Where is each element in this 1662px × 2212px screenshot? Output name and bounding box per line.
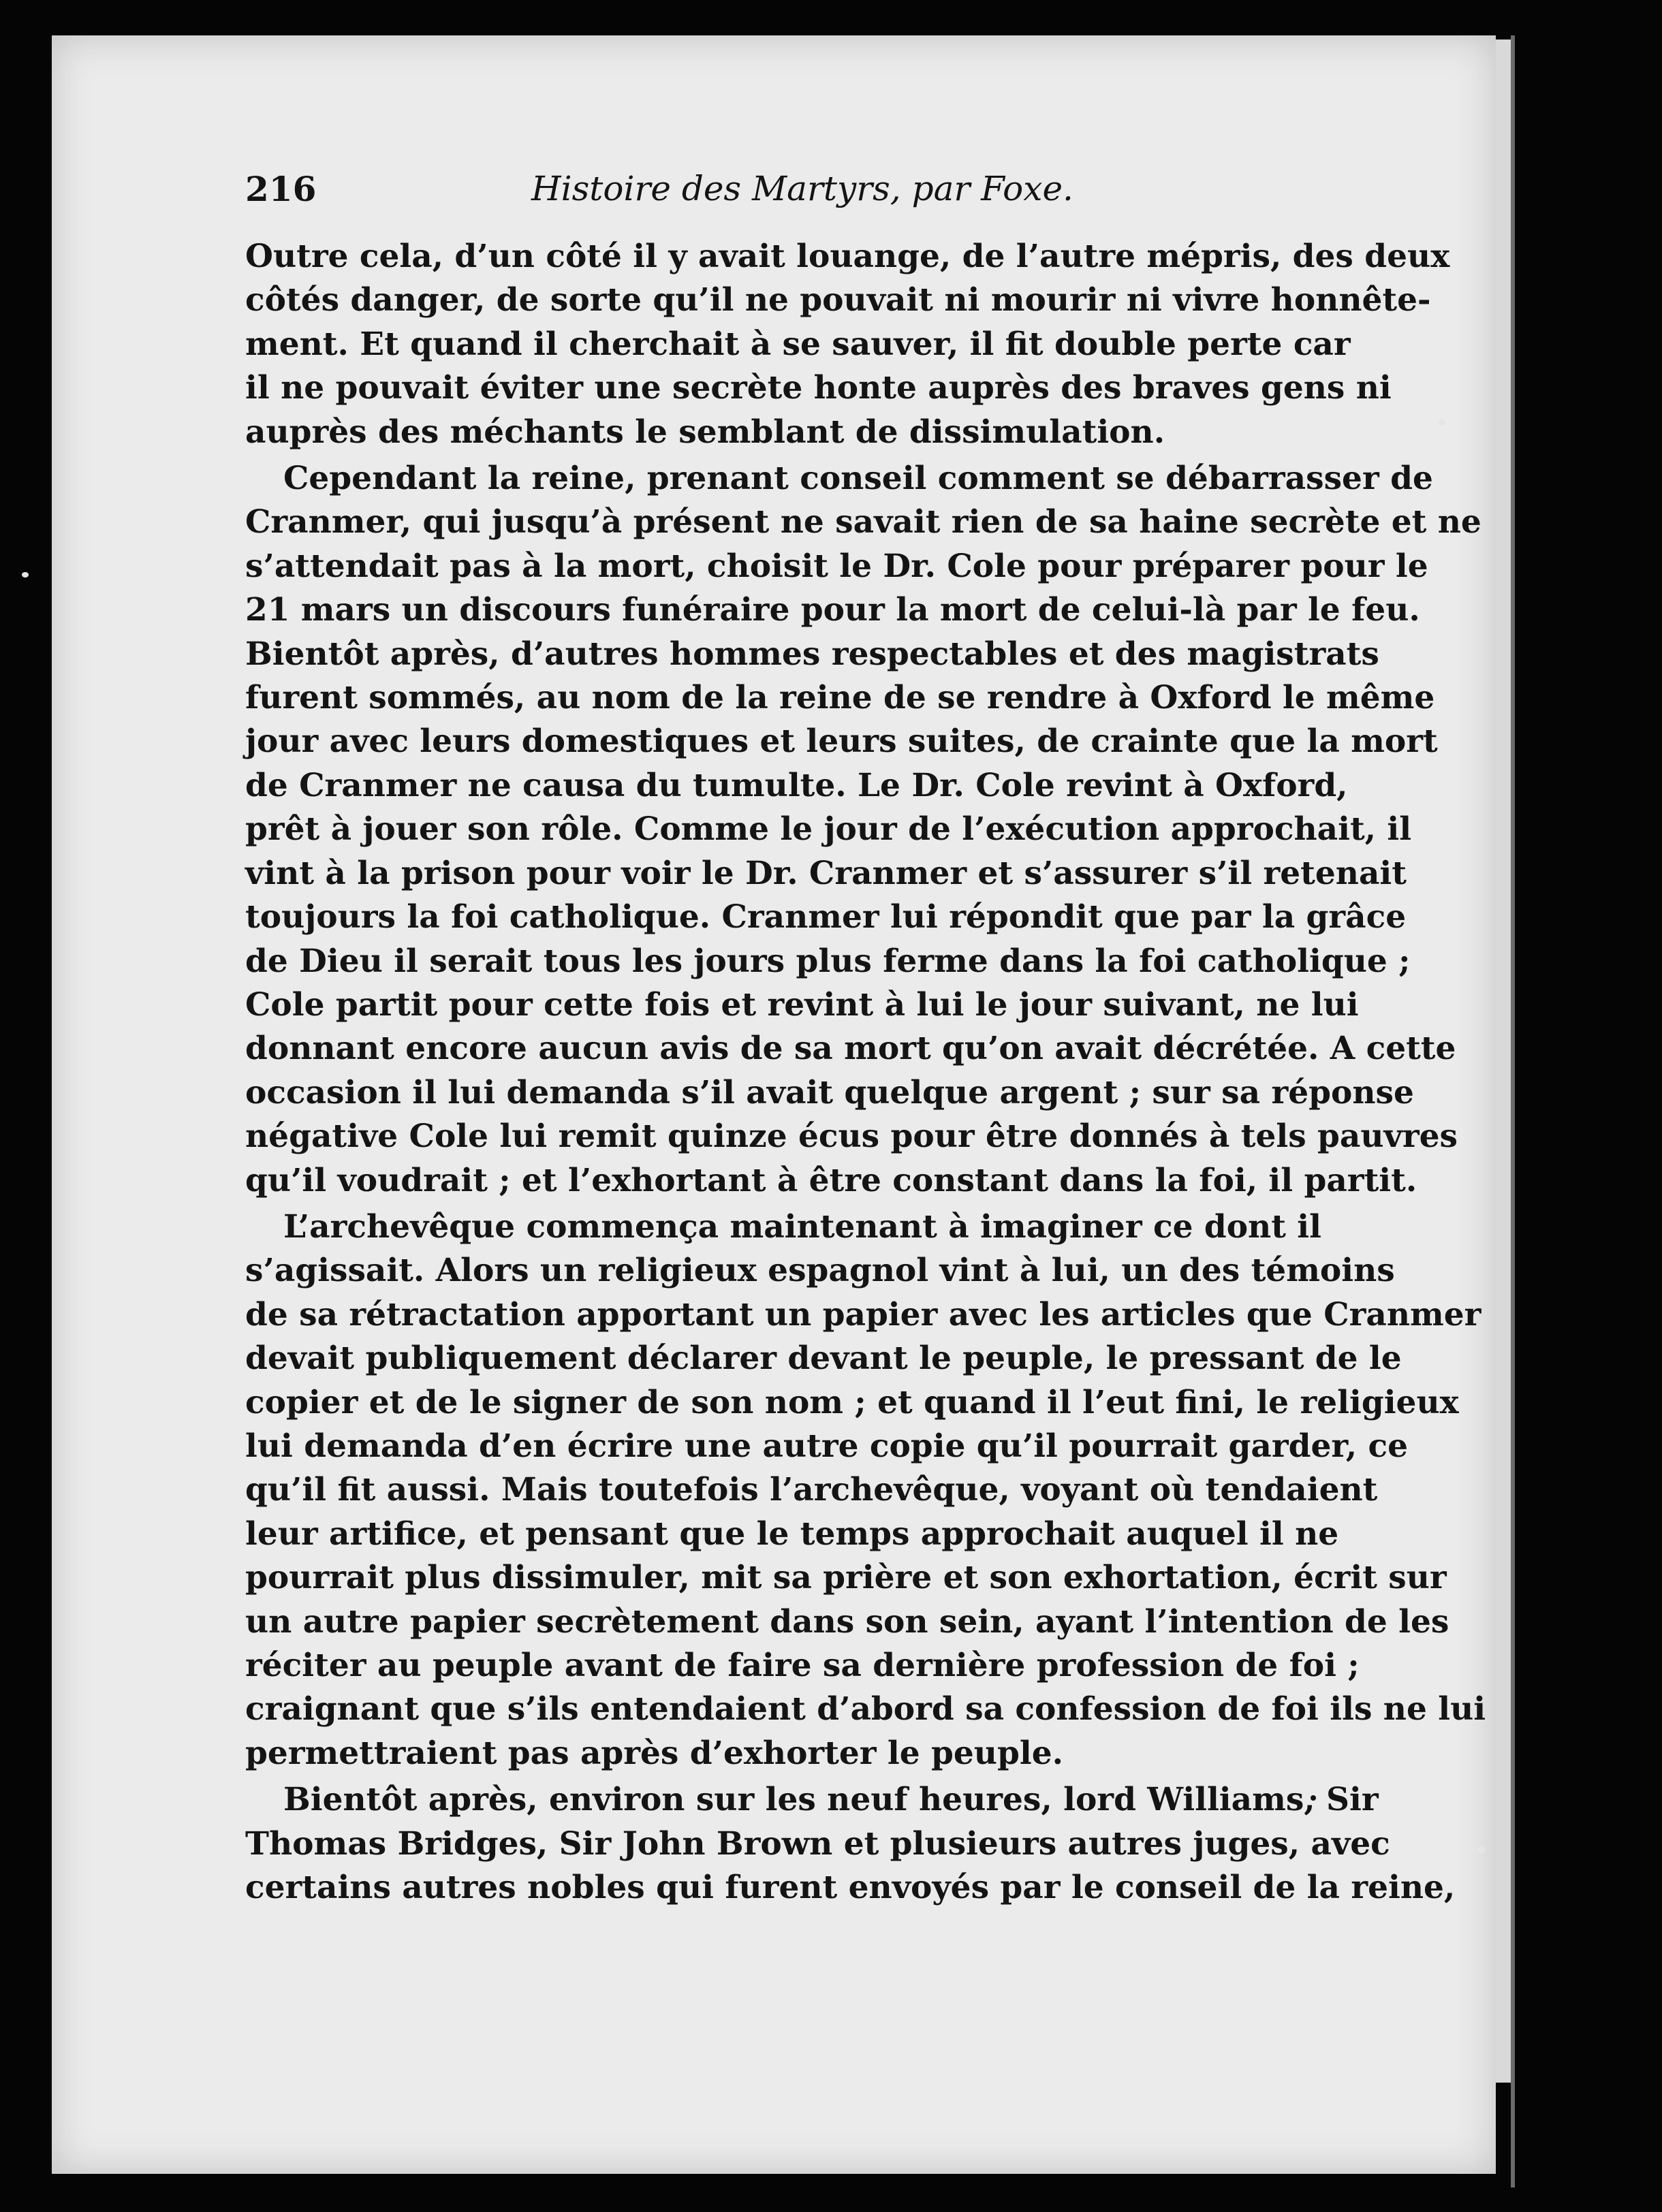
text-line: Cole partit pour cette fois et revint à lui le jour suivant, ne lui xyxy=(245,985,1359,1024)
text-line: Bientôt après, d’autres hommes respectables et des magistrats xyxy=(245,635,1379,673)
text-line: craignant que s’ils entendaient d’abord sa confession de foi ils ne lui xyxy=(245,1690,1486,1728)
text-line: de Dieu il serait tous les jours plus ferme dans la foi catholique ; xyxy=(245,942,1411,980)
text-line: réciter au peuple avant de faire sa dernière profession de foi ; xyxy=(245,1647,1360,1684)
text-line: s’attendait pas à la mort, choisit le Dr. Cole pour préparer pour le xyxy=(245,547,1428,585)
body-text xyxy=(245,235,1486,1910)
text-line: auprès des méchants le semblant de dissimulation. xyxy=(245,413,1165,451)
text-line: qu’il voudrait ; et l’exhortant à être constant dans la foi, il partit. xyxy=(245,1161,1417,1199)
scan-speck xyxy=(1478,1846,1485,1854)
text-line: L’archevêque commença maintenant à imaginer ce dont il xyxy=(283,1207,1322,1246)
text-line: Cranmer, qui jusqu’à présent ne savait rien de sa haine secrète et ne xyxy=(245,503,1481,541)
paragraph-1 xyxy=(245,235,1450,454)
text-line: de sa rétractation apportant un papier avec les articles que Cranmer xyxy=(245,1295,1481,1333)
text-line: permettraient pas après d’exhorter le peuple. xyxy=(245,1734,1063,1772)
paragraph-2 xyxy=(245,457,1481,1203)
text-line: s’agissait. Alors un religieux espagnol vint à lui, un des témoins xyxy=(245,1252,1395,1290)
text-line: il ne pouvait éviter une secrète honte auprès des braves gens ni xyxy=(245,369,1392,407)
running-title: Histoire des Martyrs, par Foxe. xyxy=(531,169,1073,208)
text-line: occasion il lui demanda s’il avait quelque argent ; sur sa réponse xyxy=(245,1073,1414,1111)
text-line: Outre cela, d’un côté il y avait louange, de l’autre mépris, des deux xyxy=(245,238,1450,275)
text-line: côtés danger, de sorte qu’il ne pouvait ni mourir ni vivre honnête- xyxy=(245,281,1431,319)
text-line: un autre papier secrètement dans son sein, ayant l’intention de les xyxy=(245,1602,1449,1641)
running-header xyxy=(245,169,1321,223)
text-line: vint à la prison pour voir le Dr. Cranmer et s’assurer s’il retenait xyxy=(245,854,1407,892)
text-line: jour avec leurs domestiques et leurs suites, de crainte que la mort xyxy=(245,723,1438,761)
scan-speck xyxy=(1439,419,1445,426)
text-line: de Cranmer ne causa du tumulte. Le Dr. Cole revint à Oxford, xyxy=(245,766,1348,804)
text-line: négative Cole lui remit quinze écus pour être donnés à tels pauvres xyxy=(245,1118,1458,1156)
text-line: devait publiquement déclarer devant le peuple, le pressant de le xyxy=(245,1340,1402,1378)
text-line: lui demanda d’en écrire une autre copie qu’il pourrait garder, ce xyxy=(245,1427,1408,1465)
text-line: furent sommés, au nom de la reine de se rendre à Oxford le même xyxy=(245,679,1435,717)
text-line: Bientôt après, environ sur les neuf heures, lord Williams, Sir xyxy=(283,1781,1379,1819)
text-line: prêt à jouer son rôle. Comme le jour de l’exécution approchait, il xyxy=(245,810,1412,849)
text-line: leur artifice, et pensant que le temps approchait auquel il ne xyxy=(245,1515,1339,1553)
text-line: certains autres nobles qui furent envoyés par le conseil de la reine, xyxy=(245,1869,1456,1907)
paragraph-4 xyxy=(245,1778,1456,1910)
page-edge-shadow xyxy=(1496,40,1511,2083)
text-line: Cependant la reine, prenant conseil comment se débarrasser de xyxy=(283,460,1433,498)
text-line: qu’il fit aussi. Mais toutefois l’archevêque, voyant où tendaient xyxy=(245,1471,1378,1509)
scan-speck xyxy=(22,572,29,578)
page-number: 216 xyxy=(245,169,317,209)
text-line: pourrait plus dissimuler, mit sa prière et son exhortation, écrit sur xyxy=(245,1559,1447,1597)
text-line: donnant encore aucun avis de sa mort qu’on avait décrétée. A cette xyxy=(245,1030,1456,1068)
text-line: toujours la foi catholique. Cranmer lui répondit que par la grâce xyxy=(245,898,1407,936)
text-line: ment. Et quand il cherchait à se sauver, il fit double perte car xyxy=(245,325,1351,363)
next-page-edge xyxy=(1511,35,1515,2187)
paragraph-3 xyxy=(245,1205,1486,1775)
text-line: Thomas Bridges, Sir John Brown et plusieurs autres juges, avec xyxy=(245,1824,1390,1863)
text-line: copier et de le signer de son nom ; et quand il l’eut fini, le religieux xyxy=(245,1383,1459,1421)
text-line: 21 mars un discours funéraire pour la mort de celui-là par le feu. xyxy=(245,591,1420,629)
